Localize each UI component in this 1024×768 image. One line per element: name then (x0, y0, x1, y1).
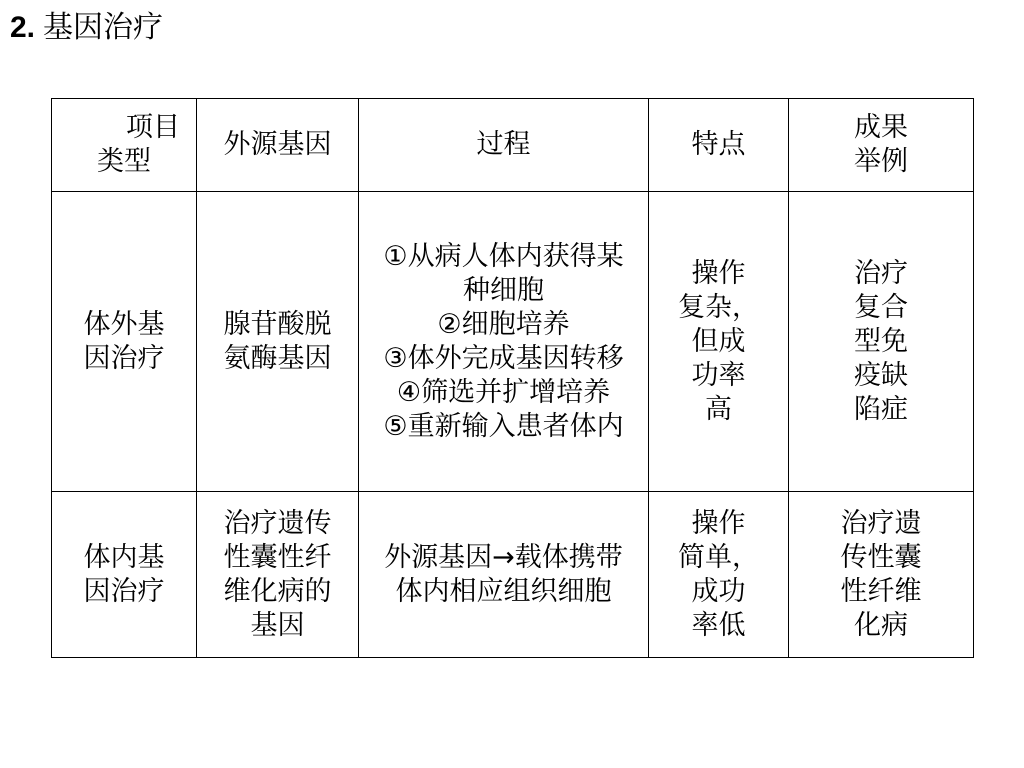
cell-line: 成功 (691, 575, 746, 607)
cell-line: ④筛选并扩增培养 (396, 376, 611, 408)
cell-line: 因治疗 (83, 575, 165, 607)
cell-line: 基因 (250, 609, 305, 641)
cell-line: ③体外完成基因转移 (383, 342, 624, 374)
cell-feature (649, 192, 789, 492)
title-number: 2. (10, 11, 36, 44)
cell-process (359, 492, 649, 658)
cell-line: 维化病的 (223, 575, 332, 607)
cell-line: 性纤维 (840, 575, 922, 607)
cell-line: 外源基因→载体携带 (384, 541, 623, 573)
cell-line: ①从病人体内获得某 (383, 240, 624, 272)
cell-line: 型免 (854, 325, 908, 357)
cell-line: 复杂， (678, 291, 759, 323)
cell-process (359, 192, 649, 492)
cell-line: 治疗遗传 (223, 507, 332, 539)
slide-title (10, 8, 163, 48)
cell-foreign-gene (197, 192, 359, 492)
header-row (52, 99, 974, 192)
header-cell-result (789, 99, 974, 192)
header-label: 举例 (854, 146, 908, 177)
cell-line: 因治疗 (83, 342, 165, 374)
cell-foreign-gene (197, 492, 359, 658)
cell-line: 简单， (678, 541, 759, 573)
cell-line: ②细胞培养 (437, 308, 570, 340)
cell-line: 复合 (854, 291, 908, 323)
cell-line: 陷症 (854, 393, 908, 425)
cell-line: ⑤重新输入患者体内 (383, 410, 624, 442)
cell-result (789, 492, 974, 658)
header-corner-cell (52, 99, 197, 192)
header-label: 成果 (854, 112, 908, 143)
cell-type (52, 492, 197, 658)
cell-line: 但成 (691, 325, 746, 357)
title-text: 基因治疗 (43, 10, 164, 45)
cell-feature (649, 492, 789, 658)
header-label: 特点 (691, 129, 746, 160)
cell-line: 疫缺 (854, 359, 908, 391)
gene-therapy-table (51, 98, 974, 658)
cell-line: 氨酶基因 (223, 342, 332, 374)
cell-line: 治疗 (854, 257, 908, 289)
cell-line: 传性囊 (840, 541, 922, 573)
cell-line: 腺苷酸脱 (223, 308, 332, 340)
cell-line: 功率 (691, 359, 746, 391)
cell-line: 体内基 (83, 541, 165, 573)
header-cell-foreign-gene (197, 99, 359, 192)
cell-line: 性囊性纤 (223, 541, 332, 573)
header-label: 过程 (476, 129, 531, 160)
table-row (52, 492, 974, 658)
header-corner-top: 项目 (126, 112, 180, 143)
cell-line: 体外基 (83, 308, 165, 340)
cell-line: 高 (705, 393, 732, 425)
cell-line: 率低 (691, 609, 746, 641)
header-corner-bottom: 类型 (97, 146, 151, 177)
cell-line: 化病 (854, 609, 908, 641)
cell-line: 体内相应组织细胞 (395, 575, 612, 607)
cell-line: 操作 (691, 257, 746, 289)
header-label: 外源基因 (223, 129, 332, 160)
cell-line: 种细胞 (463, 274, 544, 306)
cell-line: 治疗遗 (840, 507, 922, 539)
table-row (52, 192, 974, 492)
cell-type (52, 192, 197, 492)
header-cell-process (359, 99, 649, 192)
header-cell-feature (649, 99, 789, 192)
cell-line: 操作 (691, 507, 746, 539)
cell-result (789, 192, 974, 492)
